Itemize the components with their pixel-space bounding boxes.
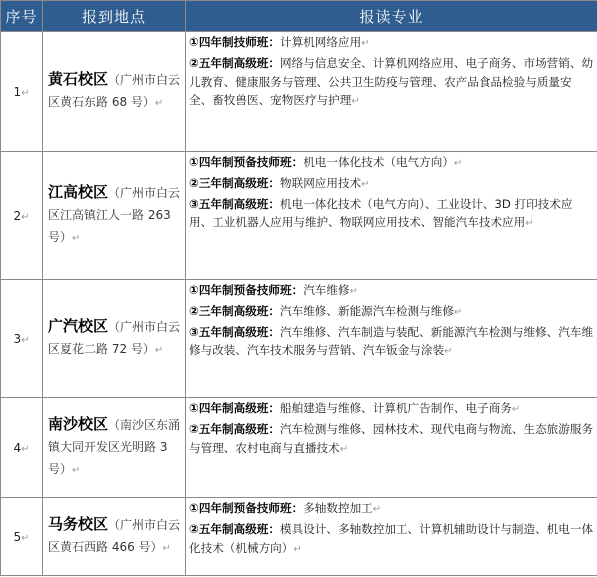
program-line: ①四年制技师班：计算机网络应用↵ — [189, 35, 370, 49]
row-number: 5↵ — [1, 498, 43, 576]
campus-location: 黄石校区（广州市白云区黄石东路 68 号）↵ — [43, 32, 186, 152]
table-row — [1, 398, 597, 498]
program-line: ①四年制预备技师班：机电一体化技术（电气方向）↵ — [189, 155, 463, 169]
row-number: 3↵ — [1, 280, 43, 398]
program-line: ②三年制高级班：汽车维修、新能源汽车检测与维修↵ — [189, 303, 463, 318]
program-class: 三年制高级班： — [198, 175, 280, 190]
campus-address: （广州市白云区江高镇江人一路 263 号） — [48, 186, 181, 244]
campus-name: 江高校区 — [48, 183, 109, 201]
program-class: 四年制高级班： — [198, 401, 280, 415]
campus-location: 江高校区（广州市白云区江高镇江人一路 263 号）↵ — [43, 152, 186, 280]
program-class: 五年制高级班： — [198, 324, 280, 339]
campus-address: （南沙区东涌镇大同开发区光明路 3 号） — [48, 418, 181, 476]
campus-address: （广州市白云区黄石东路 68 号） — [48, 73, 181, 109]
campus-address: （广州市白云区夏花二路 72 号） — [48, 320, 181, 356]
campus-name: 广汽校区 — [48, 317, 109, 335]
header-row — [1, 1, 597, 32]
majors-cell — [186, 32, 597, 152]
table-row — [1, 498, 597, 576]
program-line: ①四年制预备技师班：汽车维修↵ — [189, 283, 358, 297]
campus-location: 南沙校区（南沙区东涌镇大同开发区光明路 3 号）↵ — [43, 398, 186, 498]
program-majors: 物联网应用技术 — [280, 175, 362, 190]
program-majors: 计算机网络应用 — [280, 35, 362, 49]
campus-name: 南沙校区 — [48, 415, 109, 433]
row-number: 1↵ — [1, 32, 43, 152]
program-line: ②五年制高级班：模具设计、多轴数控加工、计算机辅助设计与制造、机电一体化技术（机械方向）↵ — [189, 521, 594, 555]
campus-location: 马务校区（广州市白云区黄石西路 466 号）↵ — [43, 498, 186, 576]
program-line: ②五年制高级班：网络与信息安全、计算机网络应用、电子商务、市场营销、幼儿教育、健康服务与管理、公共卫生防疫与管理、农产品食品检验与质量安全、畜牧兽医、宠物医疗与护理↵ — [189, 55, 594, 108]
program-majors: 模具设计、多轴数控加工、计算机辅助设计与制造、机电一体化技术（机械方向） — [189, 521, 594, 555]
campus-location: 广汽校区（广州市白云区夏花二路 72 号）↵ — [43, 280, 186, 398]
program-majors: 网络与信息安全、计算机网络应用、电子商务、市场营销、幼儿教育、健康服务与管理、公共卫生防疫与管理、农产品食品检验与质量安全、畜牧兽医、宠物医疗与护理 — [189, 55, 594, 108]
program-majors: 汽车维修 — [303, 283, 350, 297]
program-majors: 机电一体化技术（电气方向） — [303, 155, 454, 169]
campus-name: 马务校区 — [48, 515, 109, 533]
row-number: 2↵ — [1, 152, 43, 280]
program-line: ②三年制高级班：物联网应用技术↵ — [189, 175, 370, 190]
campus-address: （广州市白云区黄石西路 466 号） — [48, 518, 181, 554]
program-majors: 汽车维修、新能源汽车检测与维修 — [280, 303, 454, 318]
majors-cell — [186, 280, 597, 398]
program-class: 四年制预备技师班： — [198, 283, 304, 297]
program-class: 三年制高级班： — [198, 303, 280, 318]
campus-name: 黄石校区 — [48, 70, 109, 88]
program-class: 五年制高级班： — [198, 55, 280, 70]
table-row — [1, 152, 597, 280]
majors-cell — [186, 398, 597, 498]
program-class: 五年制高级班： — [198, 521, 280, 536]
program-majors: 船舶建造与维修、计算机广告制作、电子商务 — [280, 401, 512, 415]
program-class: 四年制预备技师班： — [198, 155, 304, 169]
header-index: 序号 — [1, 1, 43, 32]
program-majors: 机电一体化技术（电气方向）、工业设计、3D 打印技术应用、工业机器人应用与维护、物联网应用技术、智能汽车技术应用 — [189, 196, 573, 230]
header-location: 报到地点 — [43, 1, 186, 32]
program-class: 五年制高级班： — [198, 196, 280, 211]
row-number: 4↵ — [1, 398, 43, 498]
program-class: 四年制技师班： — [198, 35, 280, 49]
program-line: ②五年制高级班：汽车检测与维修、园林技术、现代电商与物流、生态旅游服务与管理、农村电商与直播技术↵ — [189, 421, 594, 455]
table-row — [1, 280, 597, 398]
program-majors: 汽车维修、汽车制造与装配、新能源汽车检测与维修、汽车维修与改装、汽车技术服务与营销、汽车钣金与涂装 — [189, 324, 594, 358]
majors-cell — [186, 152, 597, 280]
program-class: 五年制高级班： — [198, 421, 280, 436]
program-class: 四年制预备技师班： — [198, 501, 304, 515]
header-majors: 报读专业 — [186, 1, 597, 32]
program-majors: 多轴数控加工 — [303, 501, 373, 515]
program-line: ①四年制预备技师班：多轴数控加工↵ — [189, 501, 382, 515]
program-line: ③五年制高级班：机电一体化技术（电气方向）、工业设计、3D 打印技术应用、工业机器人应用与维护、物联网应用技术、智能汽车技术应用↵ — [189, 196, 573, 230]
program-line: ③五年制高级班：汽车维修、汽车制造与装配、新能源汽车检测与维修、汽车维修与改装、汽车技术服务与营销、汽车钣金与涂装↵ — [189, 324, 594, 358]
program-line: ①四年制高级班：船舶建造与维修、计算机广告制作、电子商务↵ — [189, 401, 521, 415]
majors-cell — [186, 498, 597, 576]
table-row — [1, 32, 597, 152]
program-majors: 汽车检测与维修、园林技术、现代电商与物流、生态旅游服务与管理、农村电商与直播技术 — [189, 421, 594, 455]
